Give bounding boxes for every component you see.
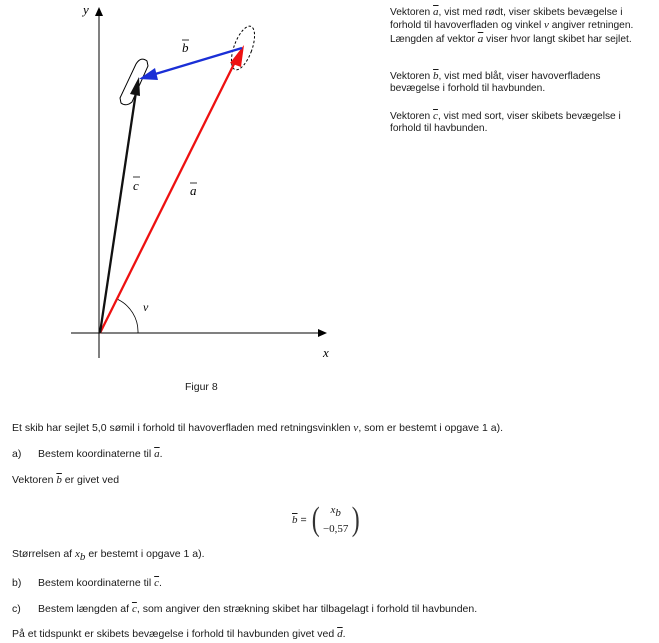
angle-label: v xyxy=(143,300,149,314)
vector-b-matrix: $\overline{b}$ = ( $x_b$ −0,57 ) xyxy=(292,500,361,538)
vector-figure xyxy=(0,0,380,370)
last-text: På et tidspunkt er skibets bevægelse i forhold til havbunden givet ved $\overline{d}$. xyxy=(12,628,346,640)
vector-b-label: b xyxy=(182,40,189,55)
vector-b-line xyxy=(152,48,242,75)
question-b: b) Bestem koordinaterne til $\overline{c}$. xyxy=(12,577,162,589)
question-c: c) Bestem længden af $\overline{c}$, som angiver den strækning skibet har tilbagelagt i forhold til havbunden. xyxy=(12,603,478,615)
vector-b-arrowhead xyxy=(139,68,158,80)
y-axis-label: y xyxy=(83,2,89,17)
side-text-a: Vektoren $\overline{a}$, vist med rødt, viser skibets bevægelse i forhold til havoverfladen og vinkel v angiver retningen. Længden af vektor $\overline{a}$ viser hvor langt skibet har sejlet. xyxy=(390,6,634,45)
size-text: Størrelsen af $x_b$ er bestemt i opgave 1 a). xyxy=(12,548,205,564)
intro-text: Et skib har sejlet 5,0 sømil i forhold til havoverfladen med retningsvinklen v, som er bestemt i opgave 1 a). xyxy=(12,422,504,434)
vector-c-arrowhead xyxy=(130,77,140,96)
side-text-c: Vektoren $\overline{c}$, vist med sort, viser skibets bevægelse i forhold til havbunden. xyxy=(390,110,621,135)
question-a: a) Bestem koordinaterne til $\overline{a}$. xyxy=(12,448,163,460)
figure-caption: Figur 8 xyxy=(185,381,218,393)
side-text-b: Vektoren $\overline{b}$, vist med blåt, viser havoverfladens bevægelse i forhold til havbunden. xyxy=(390,70,601,95)
vector-c-label: c xyxy=(133,178,139,193)
given-text: Vektoren $\overline{b}$ er givet ved xyxy=(12,474,120,486)
angle-arc xyxy=(117,299,138,333)
x-axis-label: x xyxy=(323,345,329,360)
vector-a-label: a xyxy=(190,183,197,198)
